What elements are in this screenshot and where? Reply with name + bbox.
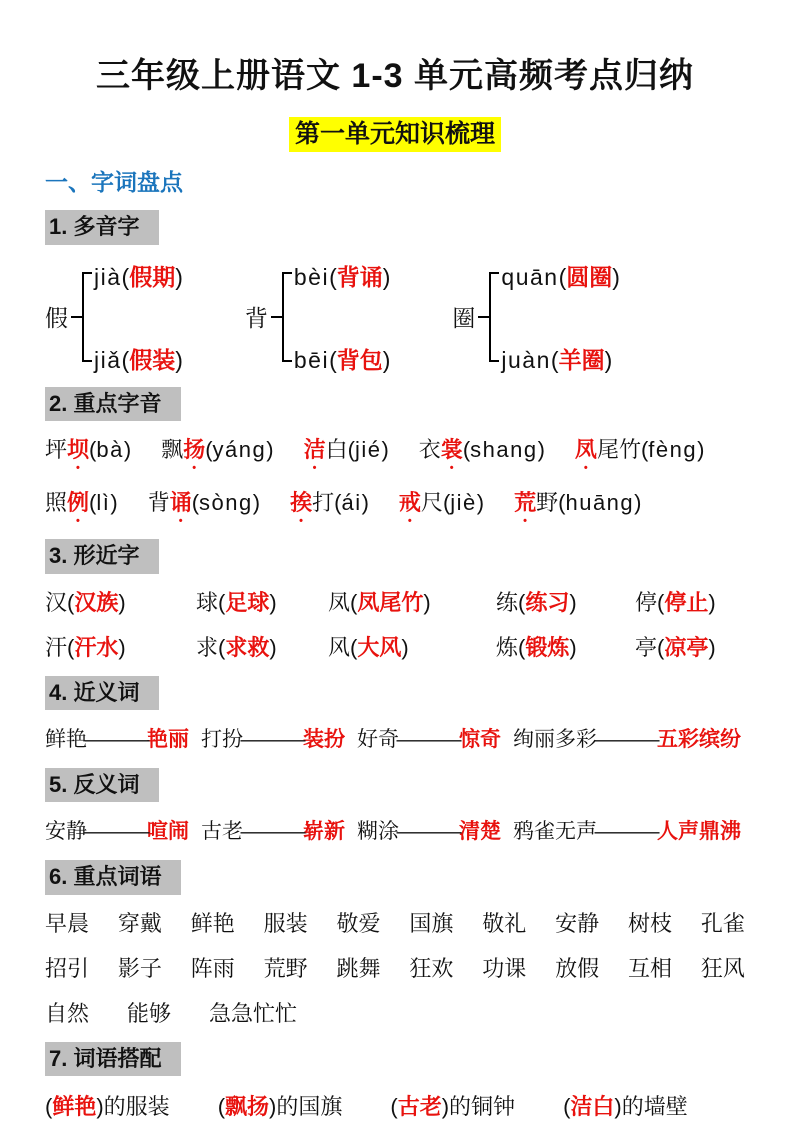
similar-row xyxy=(45,586,745,619)
word: 互相 xyxy=(628,955,673,981)
open-paren: ( xyxy=(329,263,337,290)
open-paren: ( xyxy=(442,490,451,516)
open-paren: ( xyxy=(121,263,130,290)
close-paren: ) xyxy=(175,346,183,373)
page-title: 三年级上册语文 1-3 单元高频考点归纳 xyxy=(95,57,695,95)
example-word: 背诵 xyxy=(336,263,383,290)
pinyin: fèng xyxy=(648,437,698,463)
example-word: 羊圈 xyxy=(558,346,605,373)
keywords-row xyxy=(45,907,745,940)
polyphone-group xyxy=(245,259,391,375)
word-pair xyxy=(513,816,741,848)
collocation-item xyxy=(563,1090,688,1123)
dash-connector: —— xyxy=(240,728,306,752)
pair-right: 惊奇 xyxy=(459,728,501,752)
word: 安静 xyxy=(555,910,600,936)
close-paren: ) xyxy=(361,490,369,516)
example-word: 停止 xyxy=(664,589,709,615)
close-paren: ) xyxy=(604,346,613,373)
word: 敬礼 xyxy=(482,910,527,936)
word: 树枝 xyxy=(628,910,673,936)
pair-left: 安静 xyxy=(45,820,87,844)
example-word: 大风 xyxy=(357,634,402,660)
open-paren: ( xyxy=(640,437,649,463)
close-paren: ) xyxy=(708,589,716,615)
open-paren: ( xyxy=(89,490,97,516)
section-label-collocations: 7. 词语搭配 xyxy=(45,1042,181,1077)
modifier-word: 古老 xyxy=(397,1094,442,1120)
example-word: 锻炼 xyxy=(525,634,570,660)
example-word: 汗水 xyxy=(74,634,119,660)
pinyin: jià xyxy=(94,263,122,290)
word: 荒野 xyxy=(263,955,308,981)
dash-connector: —— xyxy=(594,728,660,752)
example-word: 汉族 xyxy=(74,589,119,615)
polyphone-group xyxy=(45,259,183,375)
key-char: 诵 xyxy=(169,490,192,516)
open-paren: ( xyxy=(329,346,337,373)
section-label-polyphone: 1. 多音字 xyxy=(45,210,159,245)
similar-item xyxy=(635,631,745,664)
similar-row xyxy=(45,631,745,664)
collocations-row xyxy=(45,1090,745,1123)
example-word: 凤尾竹 xyxy=(357,589,424,615)
pair-right: 装扮 xyxy=(303,728,345,752)
pinyin: bèi xyxy=(293,263,330,290)
close-paren: ) xyxy=(269,1094,277,1120)
open-paren: ( xyxy=(191,490,200,516)
pair-left: 绚丽多彩 xyxy=(513,728,597,752)
pronunciation-item xyxy=(290,486,369,527)
pronunciation-item xyxy=(419,433,545,474)
open-paren: ( xyxy=(657,589,665,615)
dash-connector: —— xyxy=(84,728,150,752)
word: 能够 xyxy=(127,1000,172,1026)
word: 鲜艳 xyxy=(190,910,235,936)
pinyin: lì xyxy=(96,490,111,516)
plain-char: 衣 xyxy=(418,437,441,463)
bracket-tick xyxy=(71,316,82,318)
example-word: 背包 xyxy=(336,346,383,373)
similar-item xyxy=(496,586,635,619)
word-pair xyxy=(201,724,345,756)
section-label-synonyms: 4. 近义词 xyxy=(45,676,159,711)
close-paren: ) xyxy=(96,1094,104,1120)
noun-phrase: 的墙壁 xyxy=(621,1094,688,1120)
open-paren: ( xyxy=(205,437,213,463)
example-word: 求救 xyxy=(225,634,270,660)
base-char: 风 xyxy=(328,634,351,660)
pronunciation-item xyxy=(45,433,131,474)
close-paren: ) xyxy=(401,634,409,660)
pair-left: 鸦雀无声 xyxy=(513,820,597,844)
key-char: 洁 xyxy=(303,437,326,463)
pronunciation-item xyxy=(575,433,705,474)
polyphone-readings xyxy=(501,259,620,375)
plain-char: 野 xyxy=(536,490,559,516)
unit-subtitle-highlight: 第一单元知识梳理 xyxy=(289,117,501,152)
dash-connector: —— xyxy=(396,820,462,844)
key-char: 扬 xyxy=(183,437,206,463)
key-char: 挨 xyxy=(290,490,313,516)
open-paren: ( xyxy=(89,437,97,463)
pronunciation-item xyxy=(304,433,389,474)
pinyin: jiǎ xyxy=(94,346,122,373)
dash-connector: —— xyxy=(240,820,306,844)
word-pair xyxy=(357,724,501,756)
pair-left: 古老 xyxy=(201,820,243,844)
open-paren: ( xyxy=(347,437,355,463)
close-paren: ) xyxy=(614,1094,622,1120)
close-paren: ) xyxy=(269,634,277,660)
collocation-item xyxy=(390,1090,515,1123)
collocation-item xyxy=(45,1090,170,1123)
section-label-pronunciation: 2. 重点字音 xyxy=(45,387,181,422)
key-char: 荒 xyxy=(514,490,537,516)
pinyin: huāng xyxy=(565,490,635,516)
similar-item xyxy=(328,631,496,664)
noun-phrase: 的服装 xyxy=(103,1094,170,1120)
pair-left: 糊涂 xyxy=(357,820,399,844)
bracket-shape xyxy=(489,272,499,362)
polyphone-reading xyxy=(94,342,183,375)
close-paren: ) xyxy=(441,1094,450,1120)
close-paren: ) xyxy=(708,634,716,660)
polyphone-readings xyxy=(94,259,183,375)
modifier-word: 洁白 xyxy=(570,1094,615,1120)
polyphone-reading xyxy=(501,259,620,292)
similar-item xyxy=(635,586,745,619)
example-word: 足球 xyxy=(225,589,270,615)
collocation-item xyxy=(218,1090,343,1123)
base-char: 汗 xyxy=(45,634,68,660)
base-char: 球 xyxy=(196,589,219,615)
close-paren: ) xyxy=(123,437,132,463)
close-paren: ) xyxy=(110,490,118,516)
key-char: 坝 xyxy=(67,437,90,463)
keywords-row xyxy=(45,952,745,985)
polyphone-char: 假 xyxy=(45,305,68,332)
noun-phrase: 的铜钟 xyxy=(449,1094,516,1120)
similar-item xyxy=(196,631,328,664)
section-label-keywords: 6. 重点词语 xyxy=(45,860,181,895)
word: 急急忙忙 xyxy=(209,1000,298,1026)
pronunciation-item xyxy=(399,486,484,527)
word-pair xyxy=(513,724,741,756)
noun-phrase: 的国旗 xyxy=(276,1094,343,1120)
part1-heading: 一、字词盘点 xyxy=(45,169,183,196)
key-char: 凤 xyxy=(574,437,597,463)
close-paren: ) xyxy=(269,589,277,615)
example-word: 圆圈 xyxy=(566,263,613,290)
open-paren: ( xyxy=(518,634,526,660)
polyphone-char: 背 xyxy=(244,305,268,332)
open-paren: ( xyxy=(121,346,130,373)
plain-char: 坪 xyxy=(45,437,68,463)
plain-char: 背 xyxy=(147,490,170,516)
polyphone-reading xyxy=(94,259,183,292)
word-pair xyxy=(357,816,501,848)
modifier-word: 鲜艳 xyxy=(52,1094,97,1120)
base-char: 求 xyxy=(196,634,219,660)
base-char: 炼 xyxy=(496,634,519,660)
base-char: 亭 xyxy=(635,634,658,660)
open-paren: ( xyxy=(218,634,226,660)
word: 跳舞 xyxy=(336,955,381,981)
open-paren: ( xyxy=(558,263,567,290)
close-paren: ) xyxy=(634,490,642,516)
word: 早晨 xyxy=(45,910,90,936)
open-paren: ( xyxy=(657,634,665,660)
pair-left: 鲜艳 xyxy=(45,728,87,752)
open-paren: ( xyxy=(390,1094,398,1120)
bracket-shape xyxy=(282,272,292,362)
pair-left: 打扮 xyxy=(201,728,243,752)
pinyin: sòng xyxy=(199,490,253,516)
section-label-similar: 3. 形近字 xyxy=(45,539,159,574)
close-paren: ) xyxy=(697,437,705,463)
open-paren: ( xyxy=(334,490,342,516)
close-paren: ) xyxy=(252,490,261,516)
pronunciation-item xyxy=(45,486,118,527)
pair-right: 崭新 xyxy=(303,820,345,844)
open-paren: ( xyxy=(67,634,75,660)
dash-connector: —— xyxy=(84,820,150,844)
word-pair xyxy=(45,816,189,848)
similar-item xyxy=(45,631,196,664)
plain-char: 尺 xyxy=(420,490,443,516)
key-char: 裳 xyxy=(440,437,463,463)
example-word: 练习 xyxy=(525,589,570,615)
pinyin: shang xyxy=(470,437,538,463)
close-paren: ) xyxy=(266,437,274,463)
close-paren: ) xyxy=(175,263,183,290)
similar-item xyxy=(496,631,635,664)
key-char: 例 xyxy=(67,490,90,516)
bracket-tick xyxy=(478,316,489,318)
polyphone-reading xyxy=(501,342,620,375)
antonyms-row xyxy=(45,816,745,848)
close-paren: ) xyxy=(382,263,391,290)
close-paren: ) xyxy=(476,490,485,516)
pair-right: 五彩缤纷 xyxy=(657,728,741,752)
open-paren: ( xyxy=(218,589,226,615)
bracket-shape xyxy=(82,272,92,362)
pinyin: jié xyxy=(354,437,382,463)
close-paren: ) xyxy=(569,589,577,615)
close-paren: ) xyxy=(612,263,620,290)
subtitle-row xyxy=(45,117,745,152)
close-paren: ) xyxy=(382,346,391,373)
pinyin: yáng xyxy=(212,437,267,463)
pinyin: ái xyxy=(341,490,362,516)
pair-right: 清楚 xyxy=(459,820,501,844)
bracket-tick xyxy=(271,316,282,318)
word: 穿戴 xyxy=(117,910,162,936)
keywords-row xyxy=(45,997,745,1030)
word: 影子 xyxy=(117,955,162,981)
pronunciation-item xyxy=(148,486,260,527)
pronunciation-row xyxy=(45,433,745,474)
polyphone-reading xyxy=(294,342,391,375)
section-label-antonyms: 5. 反义词 xyxy=(45,768,159,803)
close-paren: ) xyxy=(118,589,126,615)
close-paren: ) xyxy=(118,634,126,660)
pinyin: jiè xyxy=(450,490,477,516)
polyphone-reading xyxy=(294,259,391,292)
example-word: 假装 xyxy=(129,346,176,373)
open-paren: ( xyxy=(462,437,471,463)
open-paren: ( xyxy=(217,1094,226,1120)
open-paren: ( xyxy=(518,589,526,615)
base-char: 停 xyxy=(635,589,658,615)
similar-item xyxy=(45,586,196,619)
plain-char: 白 xyxy=(325,437,348,463)
word: 狂风 xyxy=(700,955,745,981)
word: 敬爱 xyxy=(336,910,381,936)
base-char: 练 xyxy=(496,589,519,615)
close-paren: ) xyxy=(381,437,389,463)
pinyin: quān xyxy=(501,263,559,290)
pronunciation-item xyxy=(161,433,273,474)
example-word: 假期 xyxy=(129,263,176,290)
open-paren: ( xyxy=(67,589,75,615)
close-paren: ) xyxy=(423,589,431,615)
open-paren: ( xyxy=(558,490,566,516)
example-word: 凉亭 xyxy=(664,634,709,660)
base-char: 汉 xyxy=(45,589,68,615)
word: 功课 xyxy=(482,955,527,981)
open-paren: ( xyxy=(350,634,358,660)
word: 招引 xyxy=(45,955,90,981)
word: 自然 xyxy=(45,1000,90,1026)
plain-char: 尾竹 xyxy=(596,437,641,463)
open-paren: ( xyxy=(45,1094,53,1120)
word-pair xyxy=(201,816,345,848)
open-paren: ( xyxy=(350,589,358,615)
plain-char: 照 xyxy=(45,490,68,516)
polyphone-readings xyxy=(294,259,391,375)
word-pair xyxy=(45,724,189,756)
dash-connector: —— xyxy=(594,820,660,844)
word: 国旗 xyxy=(409,910,454,936)
similar-item xyxy=(196,586,328,619)
synonyms-row xyxy=(45,724,745,756)
word: 阵雨 xyxy=(190,955,235,981)
pronunciation-row xyxy=(45,486,745,527)
pair-right: 艳丽 xyxy=(147,728,189,752)
open-paren: ( xyxy=(563,1094,571,1120)
pinyin: juàn xyxy=(501,346,551,373)
modifier-word: 飘扬 xyxy=(225,1094,270,1120)
plain-char: 飘 xyxy=(161,437,184,463)
pair-left: 好奇 xyxy=(357,728,399,752)
polyphone-diagram xyxy=(45,259,745,375)
key-char: 戒 xyxy=(398,490,421,516)
plain-char: 打 xyxy=(312,490,335,516)
close-paren: ) xyxy=(537,437,545,463)
polyphone-group xyxy=(452,259,620,375)
polyphone-char: 圈 xyxy=(452,305,476,332)
pinyin: bà xyxy=(96,437,124,463)
word: 狂欢 xyxy=(409,955,454,981)
pair-right: 人声鼎沸 xyxy=(657,820,741,844)
open-paren: ( xyxy=(550,346,559,373)
base-char: 凤 xyxy=(328,589,351,615)
close-paren: ) xyxy=(569,634,577,660)
word: 服装 xyxy=(263,910,308,936)
pronunciation-item xyxy=(514,486,641,527)
pinyin: bēi xyxy=(293,346,330,373)
dash-connector: —— xyxy=(396,728,462,752)
word: 放假 xyxy=(555,955,600,981)
word: 孔雀 xyxy=(700,910,745,936)
similar-item xyxy=(328,586,496,619)
pair-right: 喧闹 xyxy=(147,820,189,844)
